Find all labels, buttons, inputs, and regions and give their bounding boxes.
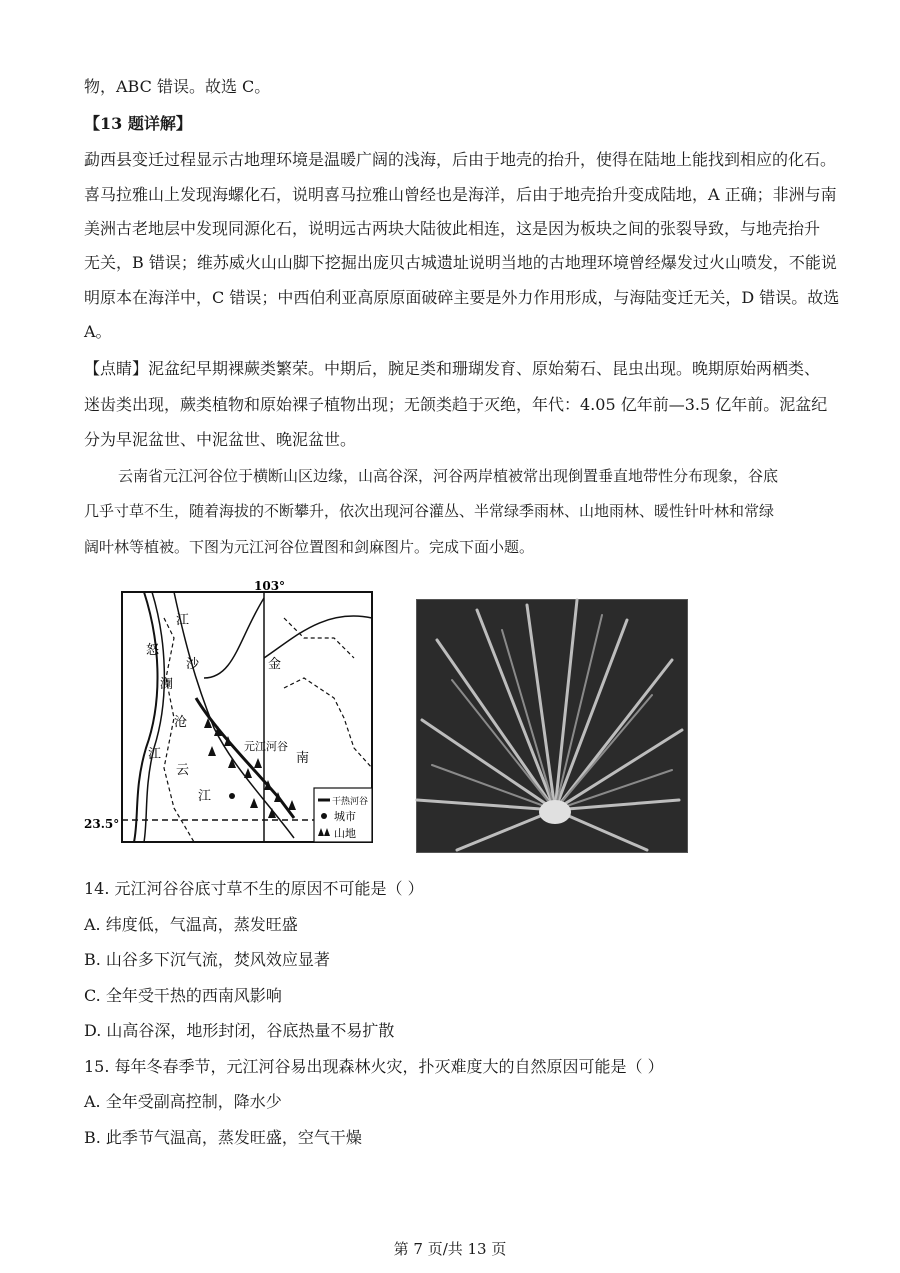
option-a: A. 全年受副高控制，降水少 (84, 1092, 282, 1111)
option-a: A. 纬度低，气温高，蒸发旺盛 (84, 915, 298, 934)
map-label: 江 (176, 613, 190, 628)
text-line: 喜马拉雅山上发现海螺化石，说明喜马拉雅山曾经也是海洋，后由于地壳抬升变成陆地，A 正确；非洲与南 (84, 185, 837, 204)
map-label: 江 (148, 747, 162, 762)
text-line: 明原本在海洋中，C 错误；中西伯利亚高原原面破碎主要是外力作用形成，与海陆变迁无关，D 错误。故选 (84, 288, 840, 307)
legend-label: 山地 (334, 827, 356, 840)
question-14: 14. 元江河谷谷底寸草不生的原因不可能是（ ） (84, 879, 424, 898)
text-line: 阔叶林等植被。下图为元江河谷位置图和剑麻图片。完成下面小题。 (84, 538, 535, 556)
map-label: 怒 (146, 643, 160, 658)
text-line: 迷齿类出现，蕨类植物和原始裸子植物出现；无颌类趋于灭绝，年代：4.05 亿年前—3.5 亿年前。泥盆纪 (84, 395, 828, 414)
latitude-label: 23.5° (84, 817, 120, 831)
map-label: 沧 (174, 715, 188, 730)
text-line: 分为早泥盆世、中泥盆世、晚泥盆世。 (84, 430, 357, 449)
longitude-label: 103° (254, 579, 286, 593)
map-label: 江 (198, 789, 212, 804)
sisal-photo (416, 599, 688, 853)
map-label: 云 (176, 763, 190, 778)
section-heading: 【13 题详解】 (84, 114, 192, 133)
text-line: 云南省元江河谷位于横断山区边缘，山高谷深，河谷两岸植被常出现倒置垂直地带性分布现象，谷底 (118, 467, 779, 485)
legend-label: 城市 (334, 810, 356, 823)
map-label: 沙 (186, 657, 200, 672)
option-d: D. 山高谷深，地形封闭，谷底热量不易扩散 (84, 1021, 395, 1040)
option-b: B. 此季节气温高，蒸发旺盛，空气干燥 (84, 1128, 362, 1147)
page-footer: 第 7 页/共 13 页 (393, 1240, 507, 1258)
option-b: B. 山谷多下沉气流，焚风效应显著 (84, 950, 330, 969)
map-label: 南 (296, 751, 310, 766)
legend-label: 干热河谷 (332, 797, 369, 807)
text-line: 无关，B 错误；维苏威火山山脚下挖掘出庞贝古城遗址说明当地的古地理环境曾经爆发过火山喷发，不能说 (84, 253, 837, 272)
question-15: 15. 每年冬春季节，元江河谷易出现森林火灾，扑灭难度大的自然原因可能是（ ） (84, 1057, 664, 1076)
option-c: C. 全年受干热的西南风影响 (84, 986, 282, 1005)
text-line: 几乎寸草不生，随着海拔的不断攀升，依次出现河谷灌丛、半常绿季雨林、山地雨林、暖性针叶林和常绿 (84, 502, 775, 520)
text-line: 美洲古老地层中发现同源化石，说明远古两块大陆彼此相连，这是因为板块之间的张裂导致，与地壳抬升 (84, 219, 821, 238)
text-line: A。 (84, 322, 112, 341)
map-label: 金 (268, 657, 282, 672)
text-line: 勐西县变迁过程显示古地理环境是温暖广阔的浅海，后由于地壳的抬升，使得在陆地上能找到相应的化石。 (84, 150, 837, 169)
map-label: 澜 (160, 677, 174, 692)
text-line: 物，ABC 错误。故选 C。 (84, 77, 271, 96)
text-line: 【点睛】泥盆纪早期裸蕨类繁荣。中期后，腕足类和珊瑚发育、原始菊石、昆虫出现。晚期原始两栖类、 (84, 359, 821, 378)
valley-label: 元江河谷 (244, 740, 288, 753)
yuanjiang-valley-map (84, 578, 376, 852)
